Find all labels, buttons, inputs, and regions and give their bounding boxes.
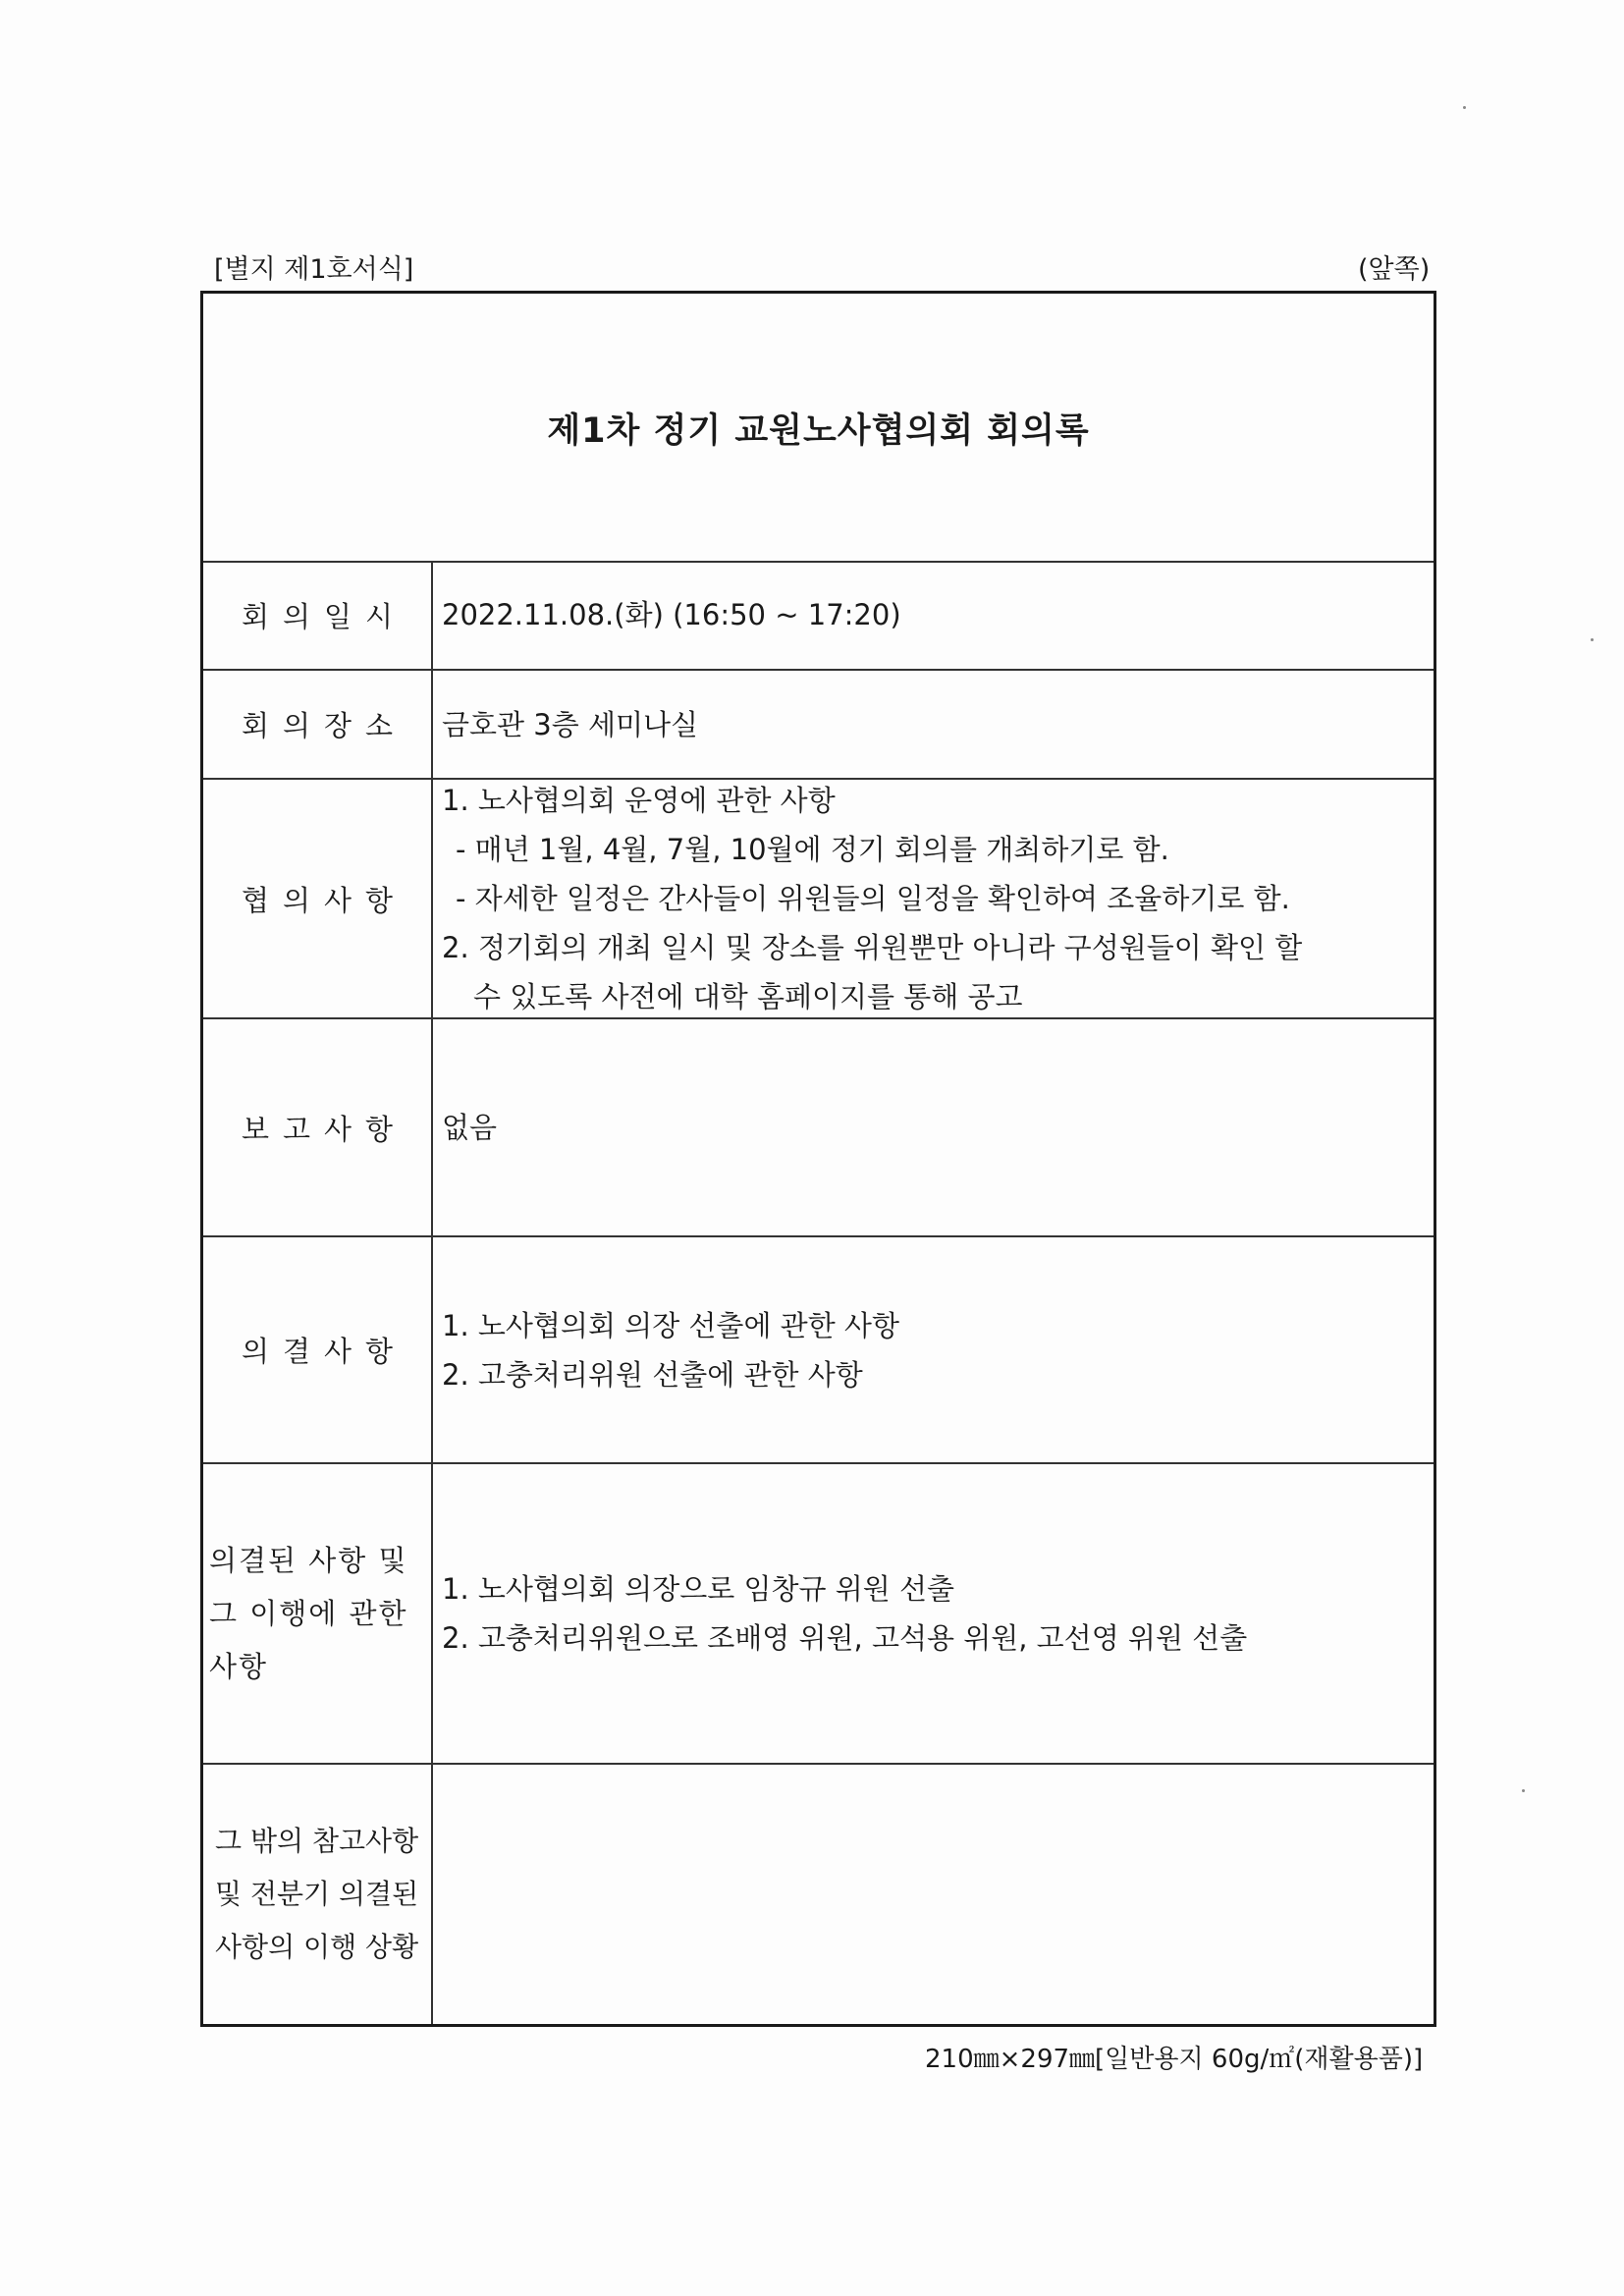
resolved-line: 2. 고충처리위원으로 조배영 위원, 고석용 위원, 고선영 위원 선출: [442, 1621, 1248, 1655]
agenda-line: - 매년 1월, 4월, 7월, 10월에 정기 회의를 개최하기로 함.: [456, 833, 1169, 866]
row-report: [203, 1019, 1434, 1237]
form-label: [별지 제1호서식]: [214, 254, 414, 285]
row-other: [203, 1765, 1434, 2024]
resolution-line: 1. 노사협의회 의장 선출에 관한 사항: [442, 1308, 899, 1342]
resolved-line: 1. 노사협의회 의장으로 임창규 위원 선출: [442, 1572, 954, 1606]
scan-speck: [1591, 638, 1594, 641]
agenda-line: 1. 노사협의회 운영에 관한 사항: [442, 784, 836, 817]
row-resolution: [203, 1237, 1434, 1464]
place-text: 금호관 3층 세미나실: [442, 707, 698, 741]
label-report: 보고사항: [203, 1019, 433, 1235]
resolution-line: 2. 고충처리위원 선출에 관한 사항: [442, 1357, 863, 1392]
agenda-line: 수 있도록 사전에 대학 홈페이지를 통해 공고: [473, 980, 1023, 1013]
scan-speck: [1463, 106, 1466, 109]
value-report: [433, 1019, 1434, 1235]
minutes-form: [200, 291, 1436, 2027]
report-text: 없음: [442, 1111, 498, 1144]
label-place: 회의장소: [203, 671, 433, 778]
label-date: 회의일시: [203, 561, 433, 669]
row-resolved: [203, 1464, 1434, 1765]
label-other-line: 및 전분기 의결된: [215, 1878, 419, 1910]
row-agenda: [203, 780, 1434, 1019]
value-agenda: [433, 780, 1434, 1017]
label-resolved: [203, 1464, 433, 1763]
value-resolved: [433, 1464, 1434, 1763]
label-other: [203, 1765, 433, 2024]
row-place: [203, 671, 1434, 780]
side-label: (앞쪽): [1358, 254, 1431, 285]
agenda-line: 2. 정기회의 개최 일시 및 장소를 위원뿐만 아니라 구성원들이 확인 할: [442, 931, 1303, 964]
document-title: 제1차 정기 교원노사협의회 회의록: [547, 411, 1090, 451]
title-row: [203, 294, 1434, 563]
label-resolution: 의결사항: [203, 1237, 433, 1462]
paper-spec: 210㎜×297㎜[일반용지 60g/㎡(재활용품)]: [925, 2045, 1424, 2074]
label-other-line: 사항의 이행 상황: [215, 1931, 419, 1963]
label-agenda: 협의사항: [203, 780, 433, 1017]
value-resolution: [433, 1237, 1434, 1462]
label-other-line: 그 밖의 참고사항: [215, 1825, 419, 1857]
agenda-line: - 자세한 일정은 간사들이 위원들의 일정을 확인하여 조율하기로 함.: [456, 882, 1290, 915]
scan-speck: [1522, 1789, 1525, 1792]
value-place: [433, 671, 1434, 778]
date-text: 2022.11.08.(화) (16:50 ~ 17:20): [442, 598, 901, 631]
label-resolved-line: 의결된 사항 및: [209, 1544, 408, 1577]
label-resolved-line: 사항: [209, 1650, 269, 1683]
row-date: [203, 561, 1434, 671]
label-resolved-line: 그 이행에 관한: [209, 1597, 408, 1630]
value-other: [433, 1765, 1434, 2024]
value-date: [433, 561, 1434, 669]
